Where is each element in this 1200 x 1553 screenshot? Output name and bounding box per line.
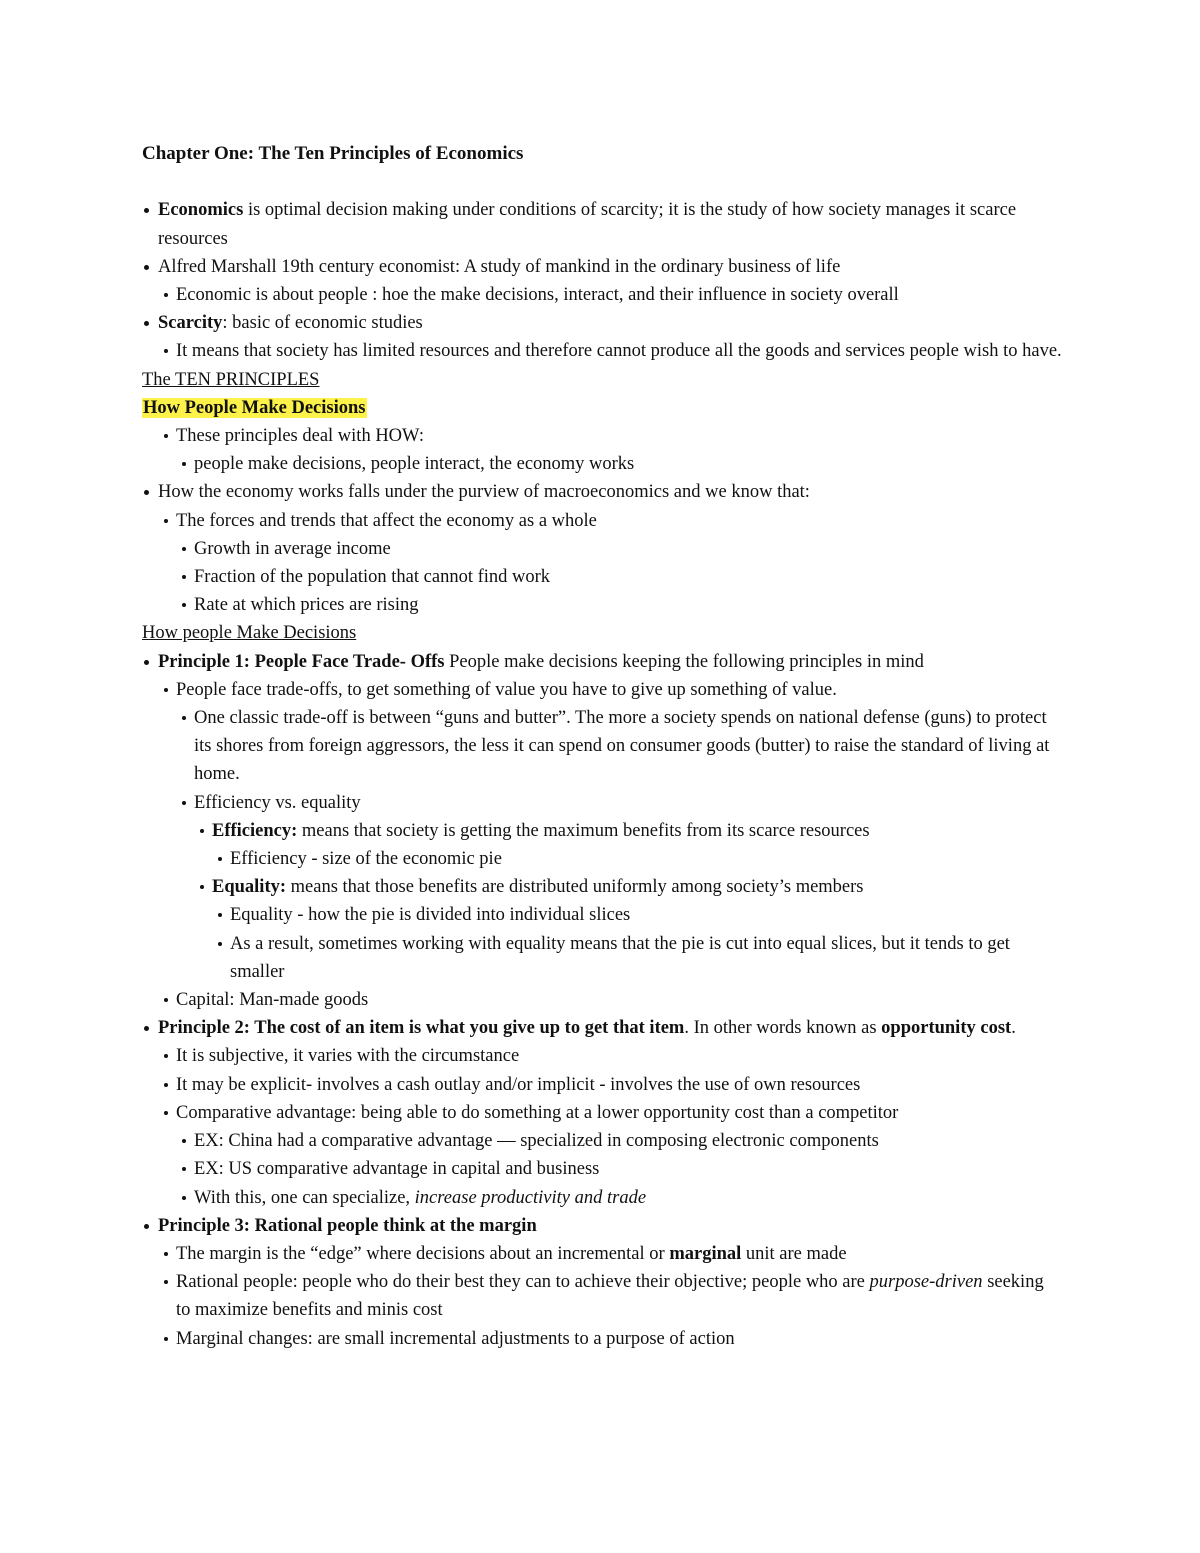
item-text: is optimal decision making under conditions of scarcity; it is the study of how society manages it scarce resources — [158, 200, 1017, 249]
list-item — [142, 648, 1062, 676]
list-item: Economic is about people : hoe the make decisions, interact, and their influence in society overall — [142, 281, 1062, 309]
bold-term: Economics — [158, 200, 244, 221]
list-item — [142, 1014, 1062, 1042]
item-text: means that those benefits are distributed uniformly among society’s members — [286, 877, 864, 898]
list-item — [142, 817, 1062, 845]
section-heading: How people Make Decisions — [142, 623, 357, 644]
list-item: As a result, sometimes working with equality means that the pie is cut into equal slices, but it tends to get smaller — [142, 930, 1062, 986]
list-item: Marginal changes: are small incremental adjustments to a purpose of action — [142, 1325, 1062, 1353]
list-item: The forces and trends that affect the economy as a whole — [142, 507, 1062, 535]
highlighted-heading — [142, 394, 1062, 422]
list-item — [142, 309, 1062, 337]
bold-term: opportunity cost — [881, 1018, 1012, 1039]
list-item: Equality - how the pie is divided into individual slices — [142, 901, 1062, 929]
item-text: means that society is getting the maximum benefits from its scarce resources — [297, 820, 870, 841]
list-item: Rate at which prices are rising — [142, 591, 1062, 619]
item-text: Rational people: people who do their best they can to achieve their objective; people who are — [176, 1272, 870, 1293]
list-item — [142, 1268, 1062, 1324]
bold-term: Equality: — [212, 877, 287, 898]
list-item: It is subjective, it varies with the circumstance — [142, 1042, 1062, 1070]
list-item: people make decisions, people interact, the economy works — [142, 450, 1062, 478]
bold-term: Efficiency: — [212, 820, 298, 841]
item-text: unit are made — [741, 1243, 847, 1264]
list-item: Efficiency - size of the economic pie — [142, 845, 1062, 873]
list-item: It may be explicit- involves a cash outlay and/or implicit - involves the use of own resources — [142, 1071, 1062, 1099]
list-item: One classic trade-off is between “guns and butter”. The more a society spends on national defense (guns) to protect its shores from foreign aggressors, the less it can spend on consumer goods (butter) to raise the standard of living at home. — [142, 704, 1062, 789]
list-item — [142, 1184, 1062, 1212]
bold-term: Scarcity — [158, 313, 223, 334]
italic-text: purpose-driven — [869, 1272, 983, 1293]
list-item: EX: US comparative advantage in capital and business — [142, 1155, 1062, 1183]
item-text: People make decisions keeping the following principles in mind — [444, 651, 924, 672]
bold-term: marginal — [669, 1243, 742, 1264]
item-text: With this, one can specialize, — [194, 1187, 415, 1208]
list-item: These principles deal with HOW: — [142, 422, 1062, 450]
list-item: Fraction of the population that cannot find work — [142, 563, 1062, 591]
list-item: Growth in average income — [142, 535, 1062, 563]
item-text: . In other words known as — [684, 1018, 882, 1039]
section-heading: The TEN PRINCIPLES — [142, 369, 320, 390]
list-item: It means that society has limited resources and therefore cannot produce all the goods and services people wish to have. — [142, 337, 1062, 365]
item-text: . — [1011, 1018, 1016, 1039]
list-item: Comparative advantage: being able to do something at a lower opportunity cost than a competitor — [142, 1099, 1062, 1127]
bold-term: Principle 3: Rational people think at the margin — [158, 1215, 537, 1236]
list-item: EX: China had a comparative advantage — specialized in composing electronic components — [142, 1127, 1062, 1155]
bold-term: Principle 2: The cost of an item is what you give up to get that item — [158, 1018, 685, 1039]
notes-content — [142, 140, 1062, 1353]
highlight-text: How People Make Decisions — [143, 397, 366, 418]
list-item — [142, 1240, 1062, 1268]
list-item: How the economy works falls under the purview of macroeconomics and we know that: — [142, 478, 1062, 506]
item-text: The margin is the “edge” where decisions about an incremental or — [176, 1243, 670, 1264]
item-text: : basic of economic studies — [222, 313, 423, 334]
list-item: People face trade-offs, to get something of value you have to give up something of value. — [142, 676, 1062, 704]
list-item: Capital: Man-made goods — [142, 986, 1062, 1014]
page-title: Chapter One: The Ten Principles of Economics — [142, 143, 524, 164]
list-item — [142, 1212, 1062, 1240]
list-item — [142, 873, 1062, 901]
list-item — [142, 196, 1062, 252]
item-text: seeking to maximize benefits and minis cost — [176, 1272, 1044, 1321]
bold-term: Principle 1: People Face Trade- Offs — [158, 651, 445, 672]
list-item: Alfred Marshall 19th century economist: A study of mankind in the ordinary business of life — [142, 253, 1062, 281]
italic-text: increase productivity and trade — [414, 1187, 647, 1208]
list-item: Efficiency vs. equality — [142, 789, 1062, 817]
